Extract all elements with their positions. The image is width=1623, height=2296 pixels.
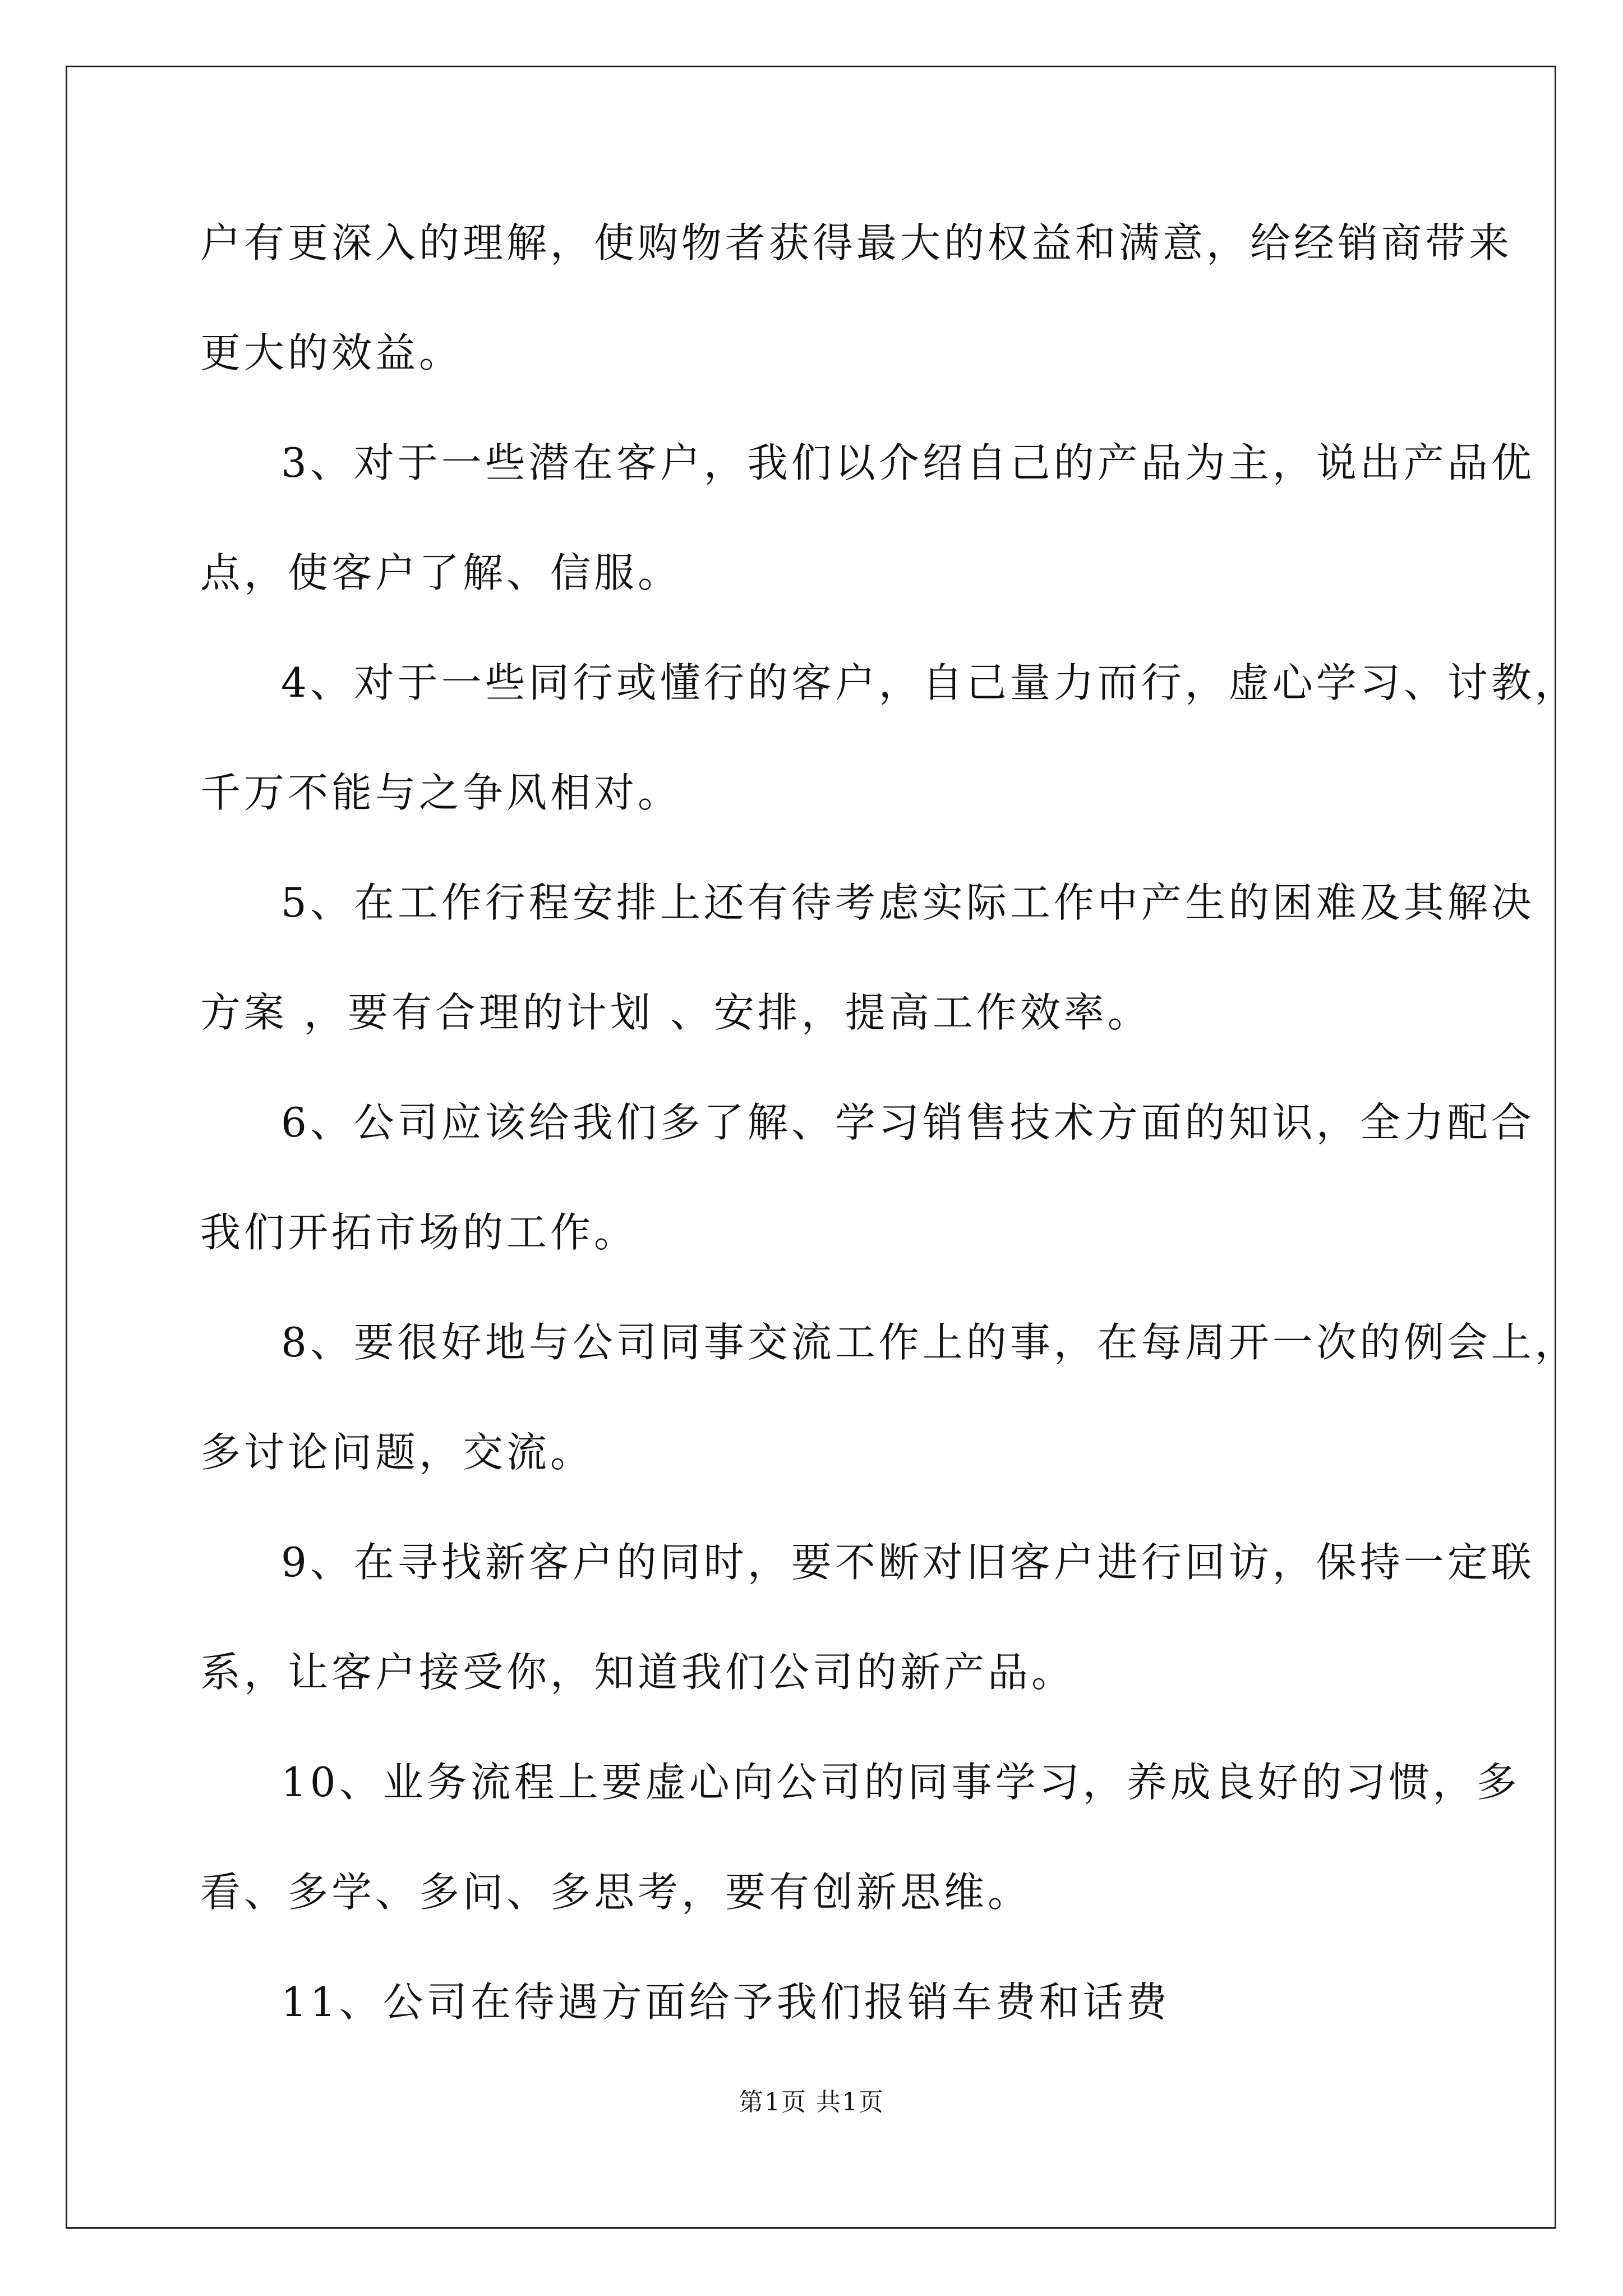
text-line: 多讨论问题，交流。	[200, 1429, 594, 1476]
paragraph-start-line: 3、对于一些潜在客户，我们以介绍自己的产品为主，说出产品优	[281, 439, 1535, 486]
text-line: 户有更深入的理解，使购物者获得最大的权益和满意，给经销商带来	[200, 219, 1513, 266]
paragraph-start-line: 8、要很好地与公司同事交流工作上的事，在每周开一次的例会上，	[281, 1319, 1579, 1366]
text-line: 点，使客户了解、信服。	[200, 549, 682, 596]
text-line: 千万不能与之争风相对。	[200, 769, 682, 816]
paragraph-start-line: 10、业务流程上要虚心向公司的同事学习，养成良好的习惯，多	[281, 1759, 1520, 1806]
paragraph-start-line: 9、在寻找新客户的同时，要不断对旧客户进行回访，保持一定联	[281, 1539, 1535, 1586]
paragraph-start-line: 11、公司在待遇方面给予我们报销车费和话费	[281, 1978, 1170, 2026]
page-number-footer: 第1页 共1页	[739, 2088, 884, 2116]
paragraph-start-line: 5、在工作行程安排上还有待考虑实际工作中产生的困难及其解决	[281, 879, 1535, 926]
text-line: 更大的效益。	[200, 329, 463, 376]
paragraph-start-line: 6、公司应该给我们多了解、学习销售技术方面的知识，全力配合	[281, 1099, 1535, 1146]
text-line: 系，让客户接受你，知道我们公司的新产品。	[200, 1649, 1076, 1696]
text-line: 我们开拓市场的工作。	[200, 1209, 638, 1256]
text-line: 看、多学、多问、多思考，要有创新思维。	[200, 1869, 1032, 1916]
text-line: 方案 ，要有合理的计划 、安排，提高工作效率。	[200, 989, 1151, 1036]
document-body	[200, 216, 1579, 2085]
paragraph-start-line: 4、对于一些同行或懂行的客户，自己量力而行，虚心学习、讨教，	[281, 659, 1579, 706]
